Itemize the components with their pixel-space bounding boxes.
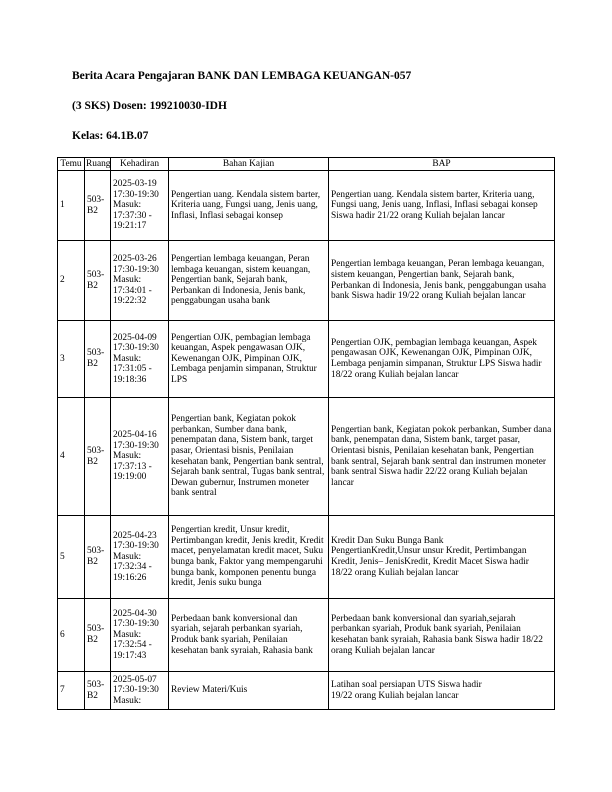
ruang-cell: 503-B2 (85, 321, 111, 398)
bahan-kajian-cell: Pengertian uang. Kendala sistem barter, Kriteria uang, Fungsi uang, Jenis uang, Inflasi, Inflasi sebagai konsep (169, 171, 329, 241)
table-row (58, 171, 555, 241)
bap-cell: Latihan soal persiapan UTS Siswa hadir 19/22 orang Kuliah bejalan lancar (329, 672, 555, 710)
kehadiran-cell: 2025-04-23 17:30-19:30 Masuk: 17:32:34 - 19:16:26 (111, 516, 169, 599)
ruang-cell: 503-B2 (85, 171, 111, 241)
kehadiran-cell: 2025-04-16 17:30-19:30 Masuk: 17:37:13 - 19:19:00 (111, 398, 169, 516)
ruang-cell: 503-B2 (85, 516, 111, 599)
column-header-bahan-kajian: Bahan Kajian (169, 158, 329, 171)
table-row (58, 321, 555, 398)
kehadiran-cell: 2025-04-30 17:30-19:30 Masuk: 17:32:54 - 19:17:43 (111, 599, 169, 672)
kehadiran-cell: 2025-04-09 17:30-19:30 Masuk: 17:31:05 - 19:18:36 (111, 321, 169, 398)
course-credits-lecturer: (3 SKS) Dosen: 199210030-IDH (72, 100, 227, 112)
bap-cell: Pengertian uang. Kendala sistem barter, Kriteria uang, Fungsi uang, Jenis uang, Inflasi, Inflasi sebagai konsep Siswa hadir 21/22 orang Kuliah bejalan lancar (329, 171, 555, 241)
kehadiran-cell: 2025-03-26 17:30-19:30 Masuk: 17:34:01 - 19:22:32 (111, 241, 169, 321)
column-header-kehadiran: Kehadiran (111, 158, 169, 171)
bap-cell: Perbedaan bank konversional dan syariah,sejarah perbankan syariah, Produk bank syariah, Penilaian kesehatan bank syraiah, Rahasia bank Siswa hadir 18/22 orang Kuliah bejalan lancar (329, 599, 555, 672)
temu-cell: 1 (58, 171, 85, 241)
ruang-cell: 503-B2 (85, 672, 111, 710)
table-header-row (58, 158, 555, 171)
temu-cell: 7 (58, 672, 85, 710)
column-header-temu: Temu (58, 158, 85, 171)
bahan-kajian-cell: Review Materi/Kuis (169, 672, 329, 710)
temu-cell: 5 (58, 516, 85, 599)
ruang-cell: 503-B2 (85, 241, 111, 321)
bap-cell: Kredit Dan Suku Bunga Bank PengertianKredit,Unsur unsur Kredit, Pertimbangan Kredit, Jenis– JenisKredit, Kredit Macet Siswa hadir 18/22 orang Kuliah bejalan lancar (329, 516, 555, 599)
bap-cell: Pengertian lembaga keuangan, Peran lembaga keuangan, sistem keuangan, Pengertian bank, Sejarah bank, Perbankan di Indonesia, Jenis bank, penggabungan usaha bank Siswa hadir 19/22 orang Kuliah bejalan lancar (329, 241, 555, 321)
temu-cell: 3 (58, 321, 85, 398)
bahan-kajian-cell: Perbedaan bank konversional dan syariah, sejarah perbankan syariah, Produk bank syariah, Penilaian kesehatan bank syraiah, Rahasia bank (169, 599, 329, 672)
table-row (58, 672, 555, 710)
bap-cell: Pengertian bank, Kegiatan pokok perbankan, Sumber dana bank, penempatan dana, Sistem bank, target pasar, Orientasi bisnis, Penilaian kesehatan bank, Pengertian bank sentral, Sejarah bank sentral dan instrumen moneter bank sentral Siswa hadir 22/22 orang Kuliah bejalan lancar (329, 398, 555, 516)
ruang-cell: 503-B2 (85, 398, 111, 516)
bap-cell: Pengertian OJK, pembagian lembaga keuangan, Aspek pengawasan OJK, Kewenangan OJK, Pimpinan OJK, Lembaga penjamin simpanan, Struktur LPS Siswa hadir 18/22 orang Kuliah bejalan lancar (329, 321, 555, 398)
teaching-record-table (57, 157, 555, 710)
table-row (58, 599, 555, 672)
bahan-kajian-cell: Pengertian OJK, pembagian lembaga keuangan, Aspek pengawasan OJK, Kewenangan OJK, Pimpinan OJK, Lembaga penjamin simpanan, Struktur LPS (169, 321, 329, 398)
bahan-kajian-cell: Pengertian lembaga keuangan, Peran lembaga keuangan, sistem keuangan, Pengertian bank, Sejarah bank, Perbankan di Indonesia, Jenis bank, penggabungan usaha bank (169, 241, 329, 321)
ruang-cell: 503-B2 (85, 599, 111, 672)
temu-cell: 6 (58, 599, 85, 672)
table-row (58, 398, 555, 516)
kehadiran-cell: 2025-03-19 17:30-19:30 Masuk: 17:37:30 - 19:21:17 (111, 171, 169, 241)
bahan-kajian-cell: Pengertian kredit, Unsur kredit, Pertimbangan kredit, Jenis kredit, Kredit macet, penyelamatan kredit macet, Suku bunga bank, Faktor yang mempengaruhi bunga bank, komponen penentu bunga kredit, Jenis suku bunga (169, 516, 329, 599)
temu-cell: 4 (58, 398, 85, 516)
bahan-kajian-cell: Pengertian bank, Kegiatan pokok perbankan, Sumber dana bank, penempatan dana, Sistem bank, target pasar, Orientasi bisnis, Penilaian kesehatan bank, Pengertian bank sentral, Sejarah bank sentral, Tugas bank sentral, Dewan gubernur, Instrumen moneter bank sentral (169, 398, 329, 516)
column-header-bap: BAP (329, 158, 555, 171)
class-label: Kelas: 64.1B.07 (72, 130, 149, 142)
kehadiran-cell: 2025-05-07 17:30-19:30 Masuk: (111, 672, 169, 710)
document-title: Berita Acara Pengajaran BANK DAN LEMBAGA KEUANGAN-057 (72, 70, 412, 82)
table-row (58, 516, 555, 599)
column-header-ruang: Ruang (86, 158, 111, 169)
table-row (58, 241, 555, 321)
temu-cell: 2 (58, 241, 85, 321)
